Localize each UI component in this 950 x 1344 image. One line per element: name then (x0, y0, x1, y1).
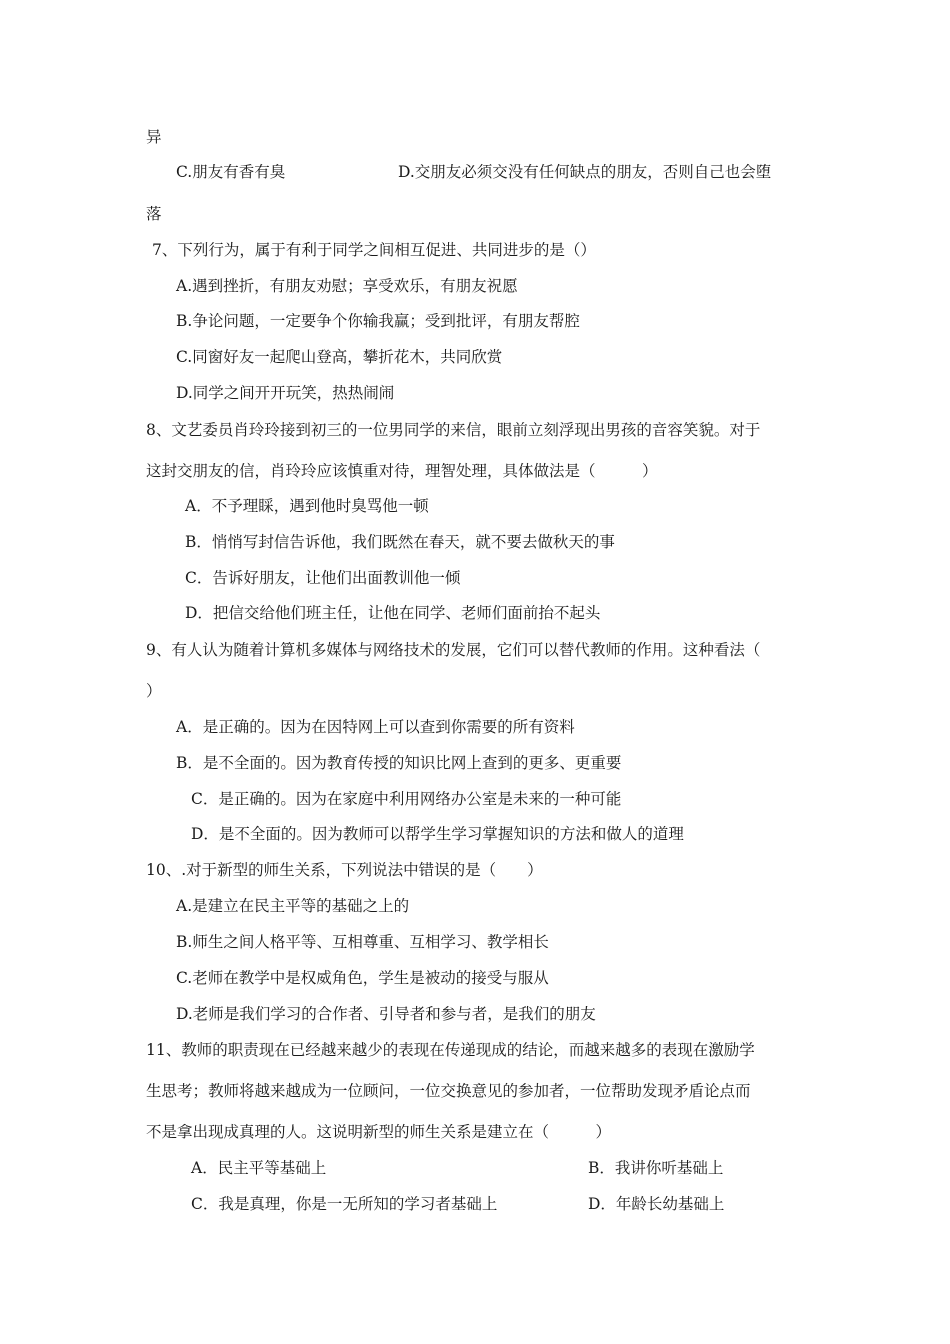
question-9-option-a: A．是正确的。因为在因特网上可以查到你需要的所有资料 (176, 718, 575, 736)
question-9-continued: ） (146, 682, 162, 700)
question-11: 11、教师的职责现在已经越来越少的表现在传递现成的结论，而越来越多的表现在激励学 (146, 1041, 755, 1059)
question-11-option-b: B．我讲你听基础上 (588, 1159, 724, 1177)
question-7: 7、下列行为，属于有利于同学之间相互促进、共同进步的是（） (152, 241, 596, 259)
question-7-option-c: C.同窗好友一起爬山登高，攀折花木，共同欣赏 (176, 348, 503, 366)
question-8: 8、文艺委员肖玲玲接到初三的一位男同学的来信，眼前立刻浮现出男孩的音容笑貌。对于 (146, 421, 761, 439)
question-7-option-a: A.遇到挫折，有朋友劝慰；享受欢乐，有朋友祝愿 (176, 277, 518, 295)
question-8-option-d: D．把信交给他们班主任，让他在同学、老师们面前抬不起头 (185, 604, 601, 622)
question-10-option-c: C.老师在教学中是权威角色，学生是被动的接受与服从 (176, 969, 549, 987)
option-c: C.朋友有香有臭 (176, 163, 286, 181)
question-10: 10、.对于新型的师生关系，下列说法中错误的是（ ） (146, 861, 543, 879)
question-11-option-c: C．我是真理，你是一无所知的学习者基础上 (191, 1195, 498, 1213)
text-line: 落 (146, 205, 162, 223)
question-8-option-b: B．悄悄写封信告诉他，我们既然在春天，就不要去做秋天的事 (185, 533, 615, 551)
question-8-continued: 这封交朋友的信，肖玲玲应该慎重对待，理智处理，具体做法是（ ） (146, 462, 658, 480)
question-8-option-c: C．告诉好朋友，让他们出面教训他一倾 (185, 569, 461, 587)
text-line: 异 (146, 128, 162, 146)
question-11-option-a: A．民主平等基础上 (191, 1159, 327, 1177)
question-11-continued: 不是拿出现成真理的人。这说明新型的师生关系是建立在（ ） (146, 1123, 612, 1141)
question-7-option-b: B.争论问题，一定要争个你输我赢；受到批评，有朋友帮腔 (176, 312, 580, 330)
question-10-option-d: D.老师是我们学习的合作者、引导者和参与者，是我们的朋友 (176, 1005, 596, 1023)
question-9: 9、有人认为随着计算机多媒体与网络技术的发展，它们可以替代教师的作用。这种看法（ (146, 641, 761, 659)
question-7-option-d: D.同学之间开开玩笑，热热闹闹 (176, 384, 395, 402)
question-9-option-c: C．是正确的。因为在家庭中利用网络办公室是未来的一种可能 (191, 790, 622, 808)
question-10-option-b: B.师生之间人格平等、互相尊重、互相学习、教学相长 (176, 933, 549, 951)
question-10-option-a: A.是建立在民主平等的基础之上的 (176, 897, 410, 915)
question-9-option-b: B．是不全面的。因为教育传授的知识比网上查到的更多、更重要 (176, 754, 622, 772)
option-d: D.交朋友必须交没有任何缺点的朋友，否则自己也会堕 (398, 163, 772, 181)
question-11-option-d: D．年龄长幼基础上 (588, 1195, 725, 1213)
question-9-option-d: D．是不全面的。因为教师可以帮学生学习掌握知识的方法和做人的道理 (191, 825, 684, 843)
question-11-continued: 生思考；教师将越来越成为一位顾问，一位交换意见的参加者，一位帮助发现矛盾论点而 (146, 1082, 751, 1100)
question-8-option-a: A．不予理睬，遇到他时臭骂他一顿 (185, 497, 429, 515)
